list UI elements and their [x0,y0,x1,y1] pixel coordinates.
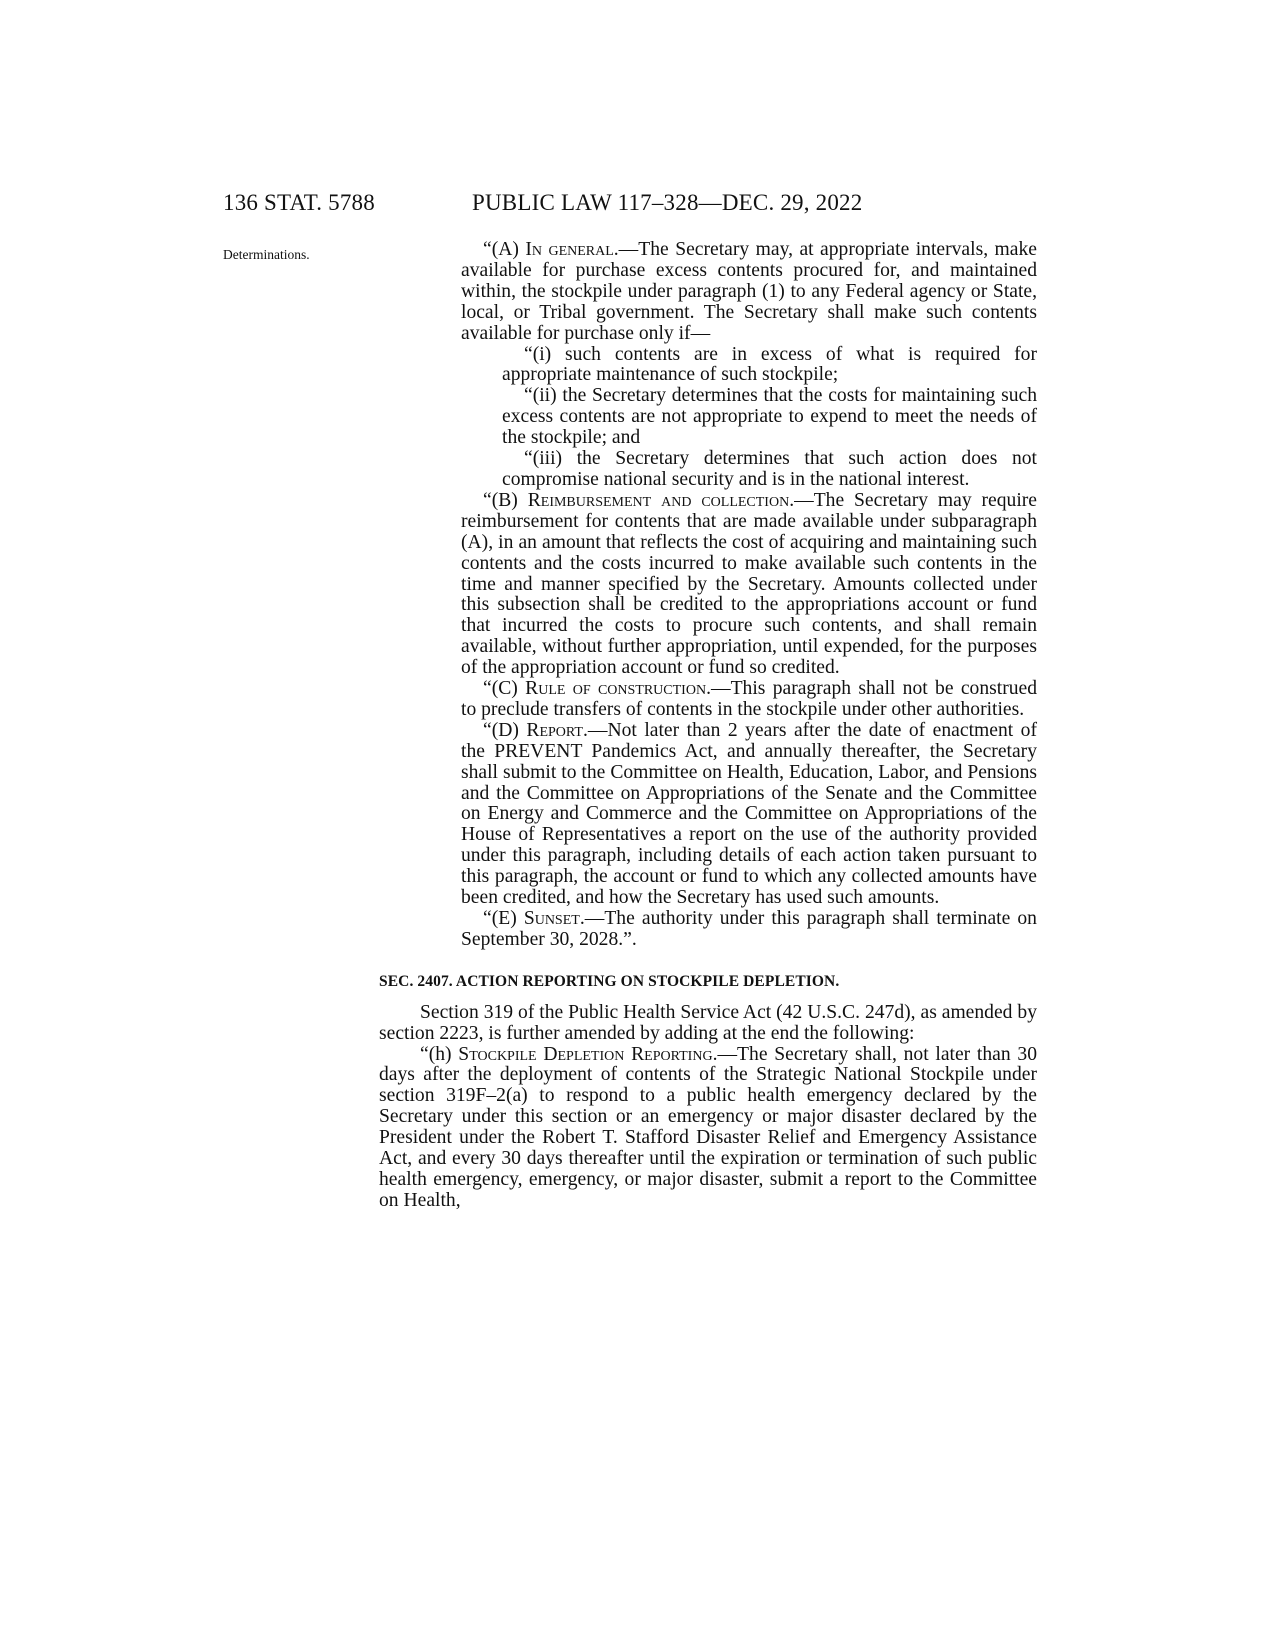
margin-note: Determinations. [223,247,310,262]
clause-i: “(i) such contents are in excess of what is required for appropriate maintenance of such stockpile; [502,343,1037,386]
subparagraph-b-heading: Reimbursement and collection [527,489,790,511]
law-header-title: PUBLIC LAW 117–328—DEC. 29, 2022 [472,190,863,215]
clause-ii: “(ii) the Secretary determines that the costs for maintaining such excess contents are not appropriate to expend to meet the needs of the stockpile; and [502,385,1037,449]
subparagraph-d: “(D) Report.—Not later than 2 years after the date of enactment of the PREVENT Pandemics Act, and annually thereafter, the Secretary shall submit to the Committee on Health, Education, Labor, and Pensions and the Committee on Appropriations of the Senate and the Committee on Energy and Commerce and the Committee on Appropriations of the House of Representatives a report on the use of the authority provided under this paragraph, including details of each action taken pursuant to this paragraph, the account or fund to which any collected amounts have been credited, and how the Secretary has used such amounts. [461,719,1038,909]
section-heading: SEC. 2407. ACTION REPORTING ON STOCKPILE DEPLETION. [379,972,840,990]
subparagraph-a: “(A) In general.—The Secretary may, at appropriate intervals, make available for purchase excess contents procured for, and maintained within, the stockpile under paragraph (1) to any Federal agency or State, local, or Tribal government. The Secretary shall make such contents available for purchase only if— [461,239,1037,344]
clause-iii: “(iii) the Secretary determines that such action does not compromise national security and is in the national interest. [502,448,1037,490]
subsection-h: “(h) Stockpile Depletion Reporting.—The Secretary shall, not later than 30 days after the deployment of contents of the Strategic National Stockpile under section 319F–2(a) to respond to a public health emergency declared by the Secretary under this section or an emergency or major disaster declared by the President under the Robert T. Stafford Disaster Relief and Emergency Assistance Act, and every 30 days thereafter until the expiration or termination of such public health emergency, emergency, or major disaster, submit a report to the Committee on Health, [379,1043,1037,1211]
subsection-h-heading: Stockpile Depletion Reporting [458,1043,713,1065]
stat-page-number: 136 STAT. 5788 [223,190,375,215]
subparagraph-e-heading: Sunset [523,908,580,929]
section-intro: Section 319 of the Public Health Service Act (42 U.S.C. 247d), as amended by section 2223, is further amended by adding at the end the following: [379,1001,1037,1044]
subparagraph-c: “(C) Rule of construction.—This paragraph shall not be construed to preclude transfers of contents in the stockpile under other authorities. [461,678,1038,720]
document-body [379,240,1037,1212]
subparagraph-b: “(B) Reimbursement and collection.—The Secretary may require reimbursement for contents that are made available under subparagraph (A), in an amount that reflects the cost of acquiring and maintaining such contents and the costs incurred to make available such contents in the time and manner specified by the Secretary. Amounts collected under this subsection shall be credited to the appropriations account or fund that incurred the costs to procure such contents, and shall remain available, without further appropriation, until expended, for the purposes of the appropriation account or fund so credited. [461,489,1037,679]
subparagraph-d-heading: Report [526,719,583,741]
subparagraph-a-heading: In general [525,239,614,260]
subparagraph-c-heading: Rule of construction [525,678,707,700]
subparagraph-e: “(E) Sunset.—The authority under this paragraph shall terminate on September 30, 2028.”. [461,908,1037,950]
